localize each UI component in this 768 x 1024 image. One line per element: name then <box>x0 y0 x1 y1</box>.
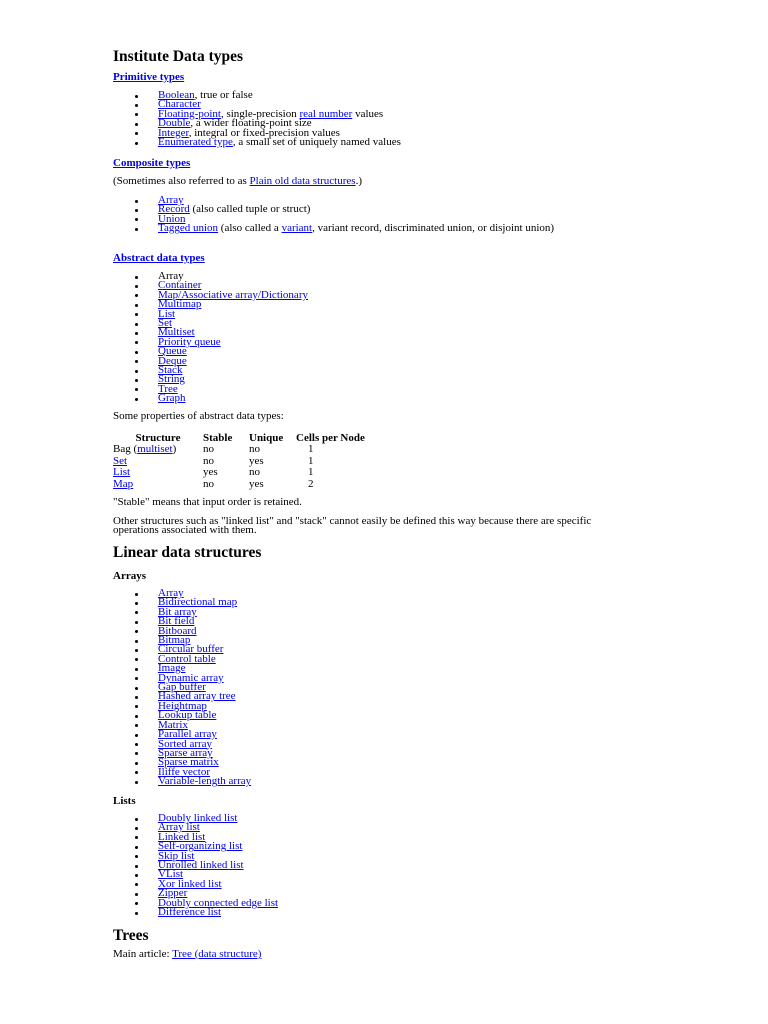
variant-link[interactable]: variant <box>281 222 313 235</box>
sparse-matrix-link[interactable]: Sparse matrix <box>158 756 219 769</box>
doubly-connected-edge-list-link[interactable]: Doubly connected edge list <box>158 896 279 909</box>
stack-link[interactable]: Stack <box>158 364 183 377</box>
col-structure: Structure <box>135 432 181 444</box>
unrolled-linked-list-link[interactable]: Unrolled linked list <box>158 859 244 872</box>
cell-stable: no <box>203 477 214 490</box>
list-item: Record (also called tuple or struct) <box>113 205 618 214</box>
composite-list-block <box>113 196 618 234</box>
lists-list-block <box>113 814 618 917</box>
array-list-link[interactable]: Array list <box>158 821 200 834</box>
list-item: Integer, integral or fixed-precision values <box>113 129 618 138</box>
list-item <box>113 307 618 320</box>
integer-link[interactable]: Integer <box>158 126 189 139</box>
map-associative-array-dictionary-link[interactable]: Map/Associative array/Dictionary <box>158 288 308 301</box>
variable-length-array-link[interactable]: Variable-length array <box>158 775 252 788</box>
page-title-block <box>113 48 618 66</box>
linked-list-link[interactable]: Linked list <box>158 830 206 843</box>
record-link[interactable]: Record <box>158 203 190 216</box>
tree-data-structure-link[interactable]: Tree (data structure) <box>172 948 262 960</box>
iliffe-vector-link[interactable]: Iliffe vector <box>158 765 211 778</box>
cell-stable: no <box>203 443 214 455</box>
union-link[interactable]: Union <box>158 212 186 225</box>
lookup-table-link[interactable]: Lookup table <box>158 709 217 722</box>
zipper-link[interactable]: Zipper <box>158 887 188 900</box>
parallel-array-link[interactable]: Parallel array <box>158 728 217 741</box>
list-item <box>113 335 618 348</box>
dynamic-array-link[interactable]: Dynamic array <box>158 671 224 684</box>
abstract-list <box>113 272 618 404</box>
cell-cells: 1 <box>308 443 314 455</box>
stable-note: "Stable" means that input order is retained. <box>113 496 302 508</box>
floating-point-link[interactable]: Floating-point <box>158 107 221 120</box>
col-unique: Unique <box>249 432 284 444</box>
props-table-block <box>113 432 618 490</box>
list-item: Array <box>113 272 618 281</box>
cell-unique: yes <box>249 454 264 467</box>
cell-stable: yes <box>203 466 218 478</box>
bitmap-link[interactable]: Bitmap <box>158 634 191 647</box>
list-item <box>113 394 618 403</box>
gap-buffer-link[interactable]: Gap buffer <box>158 681 206 694</box>
map-link[interactable]: Map <box>113 477 134 490</box>
sparse-array-link[interactable]: Sparse array <box>158 746 213 759</box>
multiset-link[interactable]: Multiset <box>158 326 195 339</box>
sorted-array-link[interactable]: Sorted array <box>158 737 213 750</box>
cell-unique: no <box>249 443 260 455</box>
multimap-link[interactable]: Multimap <box>158 298 202 311</box>
multiset-link[interactable]: multiset <box>137 443 173 455</box>
col-stable: Stable <box>203 432 233 444</box>
bit-field-link[interactable]: Bit field <box>158 615 195 628</box>
list-item: Double, a wider floating-point size <box>113 119 618 128</box>
self-organizing-list-link[interactable]: Self-organizing list <box>158 840 243 853</box>
trees-heading: Trees <box>113 927 149 944</box>
list-item <box>113 908 618 917</box>
other-note: Other structures such as "linked list" and "stack" cannot easily be defined this way because there are specific operations associated with them. <box>113 515 592 537</box>
list-item <box>113 861 618 870</box>
character-link[interactable]: Character <box>158 98 201 111</box>
abstract-data-types-link[interactable]: Abstract data types <box>113 252 205 264</box>
lists-heading-block <box>113 795 618 807</box>
composite-intro: (Sometimes also referred to as Plain old data structures.) <box>113 175 362 187</box>
list-item: Floating-point, single-precision real number values <box>113 110 618 119</box>
list-item: Boolean, true or false <box>113 91 618 100</box>
list-item <box>113 300 618 309</box>
arrays-heading-block <box>113 570 618 582</box>
composite-types-link[interactable]: Composite types <box>113 157 191 169</box>
enumerated-type-link[interactable]: Enumerated type <box>158 136 233 149</box>
deque-link[interactable]: Deque <box>158 354 187 367</box>
doubly-linked-list-link[interactable]: Doubly linked list <box>158 812 238 824</box>
array-link[interactable]: Array <box>158 587 184 599</box>
list-item <box>113 347 618 356</box>
priority-queue-link[interactable]: Priority queue <box>158 335 221 348</box>
linear-heading: Linear data structures <box>113 544 262 561</box>
arrays-list-block <box>113 589 618 787</box>
primitive-types-link[interactable]: Primitive types <box>113 71 185 83</box>
linear-heading-block <box>113 544 618 562</box>
queue-link[interactable]: Queue <box>158 345 187 358</box>
list-item: Tagged union (also called a variant, variant record, discriminated union, or disjoint union) <box>113 224 618 233</box>
graph-link[interactable]: Graph <box>158 392 186 405</box>
other-note-block <box>113 517 618 536</box>
list-link[interactable]: List <box>113 466 131 478</box>
array-link[interactable]: Array <box>158 194 184 206</box>
cell-structure: Bag (multiset) <box>113 443 177 455</box>
hashed-array-tree-link[interactable]: Hashed array tree <box>158 690 236 703</box>
real-number-link[interactable]: real number <box>299 107 353 120</box>
primitive-list-block <box>113 91 618 147</box>
list-item <box>113 366 618 375</box>
list-item <box>113 652 618 665</box>
arrays-heading: Arrays <box>113 570 146 582</box>
cell-unique: no <box>249 466 260 478</box>
circular-buffer-link[interactable]: Circular buffer <box>158 643 224 656</box>
stable-note-block <box>113 498 618 507</box>
xor-linked-list-link[interactable]: Xor linked list <box>158 877 222 890</box>
difference-list-link[interactable]: Difference list <box>158 906 222 919</box>
vlist-link[interactable]: VList <box>158 868 184 881</box>
list-item <box>113 354 618 367</box>
tagged-union-link[interactable]: Tagged union <box>158 222 219 235</box>
bit-array-link[interactable]: Bit array <box>158 605 197 618</box>
bitboard-link[interactable]: Bitboard <box>158 624 197 637</box>
table-row <box>113 479 365 491</box>
string-link[interactable]: String <box>158 373 185 386</box>
props-intro-block <box>113 412 618 421</box>
abstract-list-block <box>113 272 618 404</box>
table-row <box>113 456 365 468</box>
trees-heading-block <box>113 927 618 945</box>
table-row <box>113 467 365 479</box>
table-row <box>113 444 365 456</box>
tree-link[interactable]: Tree <box>158 382 178 395</box>
double-link[interactable]: Double <box>158 117 191 130</box>
trees-main-block <box>113 950 618 959</box>
plain-old-data-link[interactable]: Plain old data structures <box>249 175 356 187</box>
boolean-link[interactable]: Boolean <box>158 89 195 101</box>
list-link[interactable]: List <box>158 307 176 320</box>
set-link[interactable]: Set <box>113 454 128 467</box>
skip-list-link[interactable]: Skip list <box>158 849 195 862</box>
trees-main-article: Main article: Tree (data structure) <box>113 948 262 960</box>
matrix-link[interactable]: Matrix <box>158 718 188 731</box>
composite-heading-block <box>113 157 618 169</box>
primitive-heading-block <box>113 71 618 83</box>
lists-list <box>113 814 618 917</box>
list-item: Enumerated type, a small set of uniquely named values <box>113 138 618 147</box>
container-link[interactable]: Container <box>158 279 202 292</box>
bidirectional-map-link[interactable]: Bidirectional map <box>158 596 238 609</box>
control-table-link[interactable]: Control table <box>158 652 216 665</box>
page-title: Institute Data types <box>113 48 244 65</box>
composite-list <box>113 196 618 234</box>
cell-cells: 2 <box>308 477 314 490</box>
cell-cells: 1 <box>308 454 314 467</box>
composite-intro-block <box>113 177 618 186</box>
cell-unique: yes <box>249 477 264 490</box>
heightmap-link[interactable]: Heightmap <box>158 699 207 712</box>
properties-table <box>113 432 365 490</box>
cell-stable: no <box>203 454 214 467</box>
list-item <box>113 711 618 720</box>
set-link[interactable]: Set <box>158 317 173 330</box>
abstract-heading-block <box>113 252 618 264</box>
lists-heading: Lists <box>113 795 136 807</box>
col-cells: Cells per Node <box>296 432 365 444</box>
props-intro: Some properties of abstract data types: <box>113 410 284 422</box>
list-item <box>113 382 618 395</box>
list-item <box>113 777 618 786</box>
list-item <box>113 375 618 384</box>
cell-structure <box>113 479 203 491</box>
primitive-list <box>113 91 618 147</box>
image-link[interactable]: Image <box>158 662 186 675</box>
arrays-list <box>113 589 618 787</box>
list-item <box>113 877 618 890</box>
cell-cells: 1 <box>308 466 314 478</box>
